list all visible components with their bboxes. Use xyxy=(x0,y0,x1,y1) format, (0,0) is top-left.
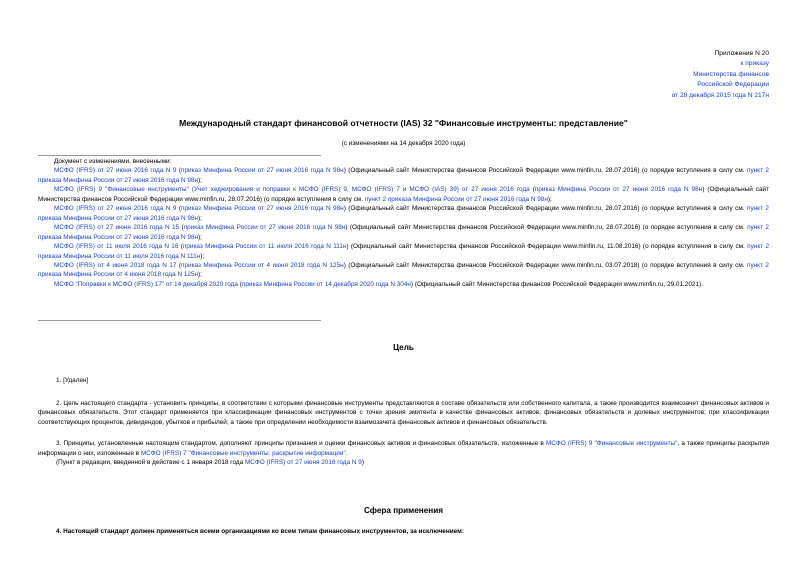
changes-intro: Документ с изменениями, внесенными: xyxy=(54,158,172,165)
change-item: МСФО (IFRS) от 27 июня 2016 года N 9 (приказ Минфина России от 27 июня 2016 года N 98н) (Официальный сайт Министерства финансов Российской Федерации www.minfin.ru, 28.07.2016) (о порядке вступления в силу см. пункт 2 приказа Минфина России от 27 июня 2016 года N 98н); xyxy=(38,205,769,222)
paragraph-4: 4. Настоящий стандарт должен применяться всеми организациями ко всем типам финансовых инструментов, за исключением: xyxy=(56,528,464,535)
change-standard-link[interactable]: МСФО (IFRS) от 27 июня 2016 года N 15 xyxy=(54,224,180,232)
note-ifrs-link[interactable]: МСФО (IFRS) от 27 июня 2016 года N 9 xyxy=(244,459,362,466)
changes-list xyxy=(38,157,769,289)
scope-section xyxy=(38,527,769,537)
change-effect-link[interactable]: пункт 2 приказа Минфина России от 27 июня 2016 года N 98н xyxy=(38,167,769,184)
change-effect-link[interactable]: пункт 2 приказа Минфина России от 27 июня 2016 года N 98н xyxy=(38,205,769,222)
section-heading-scope: Сфера применения xyxy=(363,506,444,515)
change-effect-link[interactable]: пункт 2 приказа Минфина России от 4 июня 2018 года N 125н xyxy=(38,261,769,279)
change-standard-link[interactable]: МСФО "Поправки к МСФО (IFRS) 17" от 14 декабря 2020 года xyxy=(54,280,238,288)
change-item: МСФО (IFRS) от 4 июня 2018 года N 17 (приказ Минфина России от 4 июня 2018 года N 125н) (Официальный сайт Министерства финансов Российской Федерации www.minfin.ru, 03.07.2018) (о порядке вступления в силу см. пункт 2 приказа Минфина России от 4 июня 2018 года N 125н); xyxy=(38,261,769,279)
appendix-order-link[interactable]: к приказу xyxy=(740,60,769,68)
change-order-link[interactable]: приказ Минфина России от 14 декабря 2020 года N 304н xyxy=(241,280,411,288)
document-subtitle: (с изменениями на 14 декабря 2020 года) xyxy=(341,140,466,147)
change-order-link[interactable]: приказ Минфина России от 11 июля 2016 года N 111н xyxy=(182,243,347,251)
paragraph-1: 1. [Удален] xyxy=(56,377,89,384)
change-standard-link[interactable]: МСФО (IFRS) от 11 июля 2016 года N 16 xyxy=(54,243,179,251)
section-heading-goal: Цель xyxy=(393,343,414,352)
change-standard-link[interactable]: МСФО (IFRS) от 4 июня 2018 года N 17 xyxy=(54,261,177,269)
goal-section xyxy=(38,376,769,468)
change-effect-link[interactable]: пункт 2 приказа Минфина России от 11 июля 2016 года N 111н xyxy=(38,243,769,260)
change-item: МСФО (IFRS) от 27 июня 2016 года N 15 (приказ Минфина России от 27 июня 2016 года N 98н) (Официальный сайт Министерства финансов Российской Федерации www.minfin.ru, 28.07.2016) (о порядке вступления в силу см. пункт 2 приказа Минфина России от 27 июня 2016 года N 98н); xyxy=(38,224,769,241)
change-effect-link[interactable]: пункт 2 приказа Минфина России от 27 июня 2016 года N 98н xyxy=(38,224,769,241)
appendix-number: Приложение N 20 xyxy=(714,50,769,57)
change-item: МСФО (IFRS) от 11 июля 2016 года N 16 (приказ Минфина России от 11 июля 2016 года N 111н) (Официальный сайт Министерства финансов Российской Федерации www.minfin.ru, 11.08.2016) (о порядке вступления в силу см. пункт 2 приказа Минфина России от 11 июля 2016 года N 111н); xyxy=(38,243,769,260)
change-order-link[interactable]: приказ Минфина России от 27 июня 2016 года N 98н xyxy=(181,167,344,175)
appendix-block xyxy=(672,49,769,101)
change-item: МСФО (IFRS) от 27 июня 2016 года N 9 (приказ Минфина России от 27 июня 2016 года N 98н) (Официальный сайт Министерства финансов Российской Федерации www.minfin.ru, 28.07.2016) (о порядке вступления в силу см. пункт 2 приказа Минфина России от 27 июня 2016 года N 98н); xyxy=(38,167,769,184)
paragraph-3: 3. Принципы, установленные настоящим стандартом, дополняют принципы признания и оценки финансовых активов и финансовых обязательств, изложенные в МСФО (IFRS) 9 "Финансовые инструменты", а также принципы раскрытия информации о них, изложенные в МСФО (IFRS) 7 "Финансовые инструменты: раскрытие информации". xyxy=(38,440,769,457)
change-standard-link[interactable]: МСФО (IFRS) 9 "Финансовые инструменты" (Учет хеджирования и поправки к МСФО (IFRS) 9, МСФО (IFRS) 7 и МСФО (IAS) 39) от 27 июня 2016 года xyxy=(54,186,530,194)
bottom-divider xyxy=(38,320,321,321)
paragraph-2: 2. Цель настоящего стандарта - установить принципы, в соответствии с которыми финансовые инструменты представляются в составе обязательств или собственного капитала, а также производится взаимозачет финансовых активов и финансовых обязательств. Этот стандарт применяется при классификации финансовых инструментов с точки зрения эмитента в качестве финансовых активов, финансовых обязательств и долевых инструментов; при классификации соответствующих процентов, дивидендов, убытков и прибылей; а также при определении необходимости взаимозачета финансовых активов и финансовых обязательств. xyxy=(38,399,769,426)
change-order-link[interactable]: приказ Минфина России от 27 июня 2016 года N 98н xyxy=(534,186,703,194)
appendix-federation-link[interactable]: Российской Федерации xyxy=(697,81,769,89)
document-title: Международный стандарт финансовой отчетности (IAS) 32 "Финансовые инструменты: представление" xyxy=(179,118,628,128)
change-standard-link[interactable]: МСФО (IFRS) от 27 июня 2016 года N 9 xyxy=(54,167,177,175)
ifrs9-link[interactable]: МСФО (IFRS) 9 "Финансовые инструменты" xyxy=(545,440,678,447)
change-order-link[interactable]: приказ Минфина России от 27 июня 2016 года N 98н xyxy=(183,224,346,232)
change-order-link[interactable]: приказ Минфина России от 4 июня 2018 года N 125н xyxy=(181,261,344,269)
change-order-link[interactable]: приказ Минфина России от 27 июня 2016 года N 98н xyxy=(181,205,344,213)
paragraph-3-note: (Пункт в редакции, введенной в действие с 1 января 2018 года МСФО (IFRS) от 27 июня 2016 года N 9) xyxy=(56,459,364,466)
appendix-date-link[interactable]: от 28 декабря 2015 года N 217н xyxy=(671,91,769,99)
appendix-ministry-link[interactable]: Министерства финансов xyxy=(693,70,769,78)
top-divider xyxy=(38,155,321,156)
change-effect-link[interactable]: пункт 2 приказа Минфина России от 27 июня 2016 года N 98н xyxy=(364,195,548,203)
ifrs7-link[interactable]: МСФО (IFRS) 7 "Финансовые инструменты: раскрытие информации" xyxy=(140,449,346,457)
change-standard-link[interactable]: МСФО (IFRS) от 27 июня 2016 года N 9 xyxy=(54,205,177,213)
change-item: МСФО (IFRS) 9 "Финансовые инструменты" (Учет хеджирования и поправки к МСФО (IFRS) 9, МСФО (IFRS) 7 и МСФО (IAS) 39) от 27 июня 2016 года (приказ Минфина России от 27 июня 2016 года N 98н) (Официальный сайт Министерства финансов Российской Федерации www.minfin.ru, 28.07.2016) (о порядке вступления в силу см. пункт 2 приказа Минфина России от 27 июня 2016 года N 98н); xyxy=(38,186,770,203)
change-item: МСФО "Поправки к МСФО (IFRS) 17" от 14 декабря 2020 года (приказ Минфина России от 14 декабря 2020 года N 304н) (Официальный сайт Министерства финансов Российской Федерации www.minfin.ru, 29.01.2021). xyxy=(54,280,703,288)
